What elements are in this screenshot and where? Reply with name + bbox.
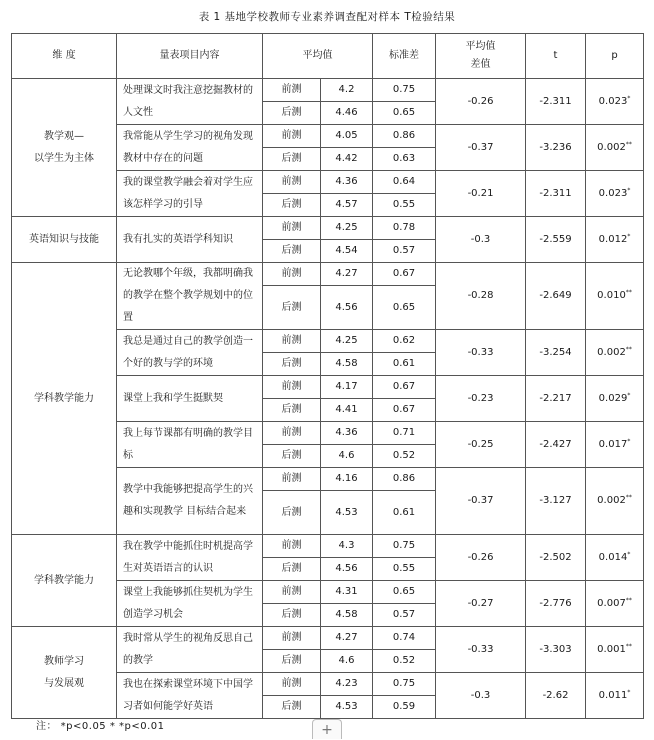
dimension-cell: 学科教学能力 [12, 535, 117, 627]
significance-mark: * [627, 437, 631, 445]
phase-pre: 前测 [263, 535, 321, 558]
phase-post: 后测 [263, 696, 321, 719]
pre-mean: 4.17 [321, 376, 373, 399]
item-text: 课堂上我和学生挺默契 [117, 376, 263, 422]
header-row [12, 34, 644, 79]
mean-diff: -0.33 [436, 330, 526, 376]
pre-mean: 4.25 [321, 217, 373, 240]
item-text: 我常能从学生学习的视角发现教材中存在的问题 [117, 125, 263, 171]
item-text: 我也在探索课堂环境下中国学习者如何能学好英语 [117, 673, 263, 719]
pre-sd: 0.71 [373, 422, 436, 445]
phase-pre: 前测 [263, 217, 321, 240]
header-mean-diff: 平均值 差值 [436, 34, 526, 79]
post-sd: 0.61 [373, 353, 436, 376]
pre-mean: 4.23 [321, 673, 373, 696]
t-value: -3.303 [526, 627, 586, 673]
phase-pre: 前测 [263, 376, 321, 399]
post-mean: 4.54 [321, 240, 373, 263]
p-number: 0.023 [598, 187, 628, 199]
phase-pre: 前测 [263, 171, 321, 194]
table-row [12, 263, 644, 286]
p-value [586, 330, 644, 376]
p-value [586, 468, 644, 535]
pre-mean: 4.27 [321, 627, 373, 650]
item-text: 我的课堂教学融会着对学生应该怎样学习的引导 [117, 171, 263, 217]
phase-post: 后测 [263, 604, 321, 627]
p-number: 0.002 [597, 141, 626, 153]
p-number: 0.010 [597, 290, 626, 301]
t-value: -2.502 [526, 535, 586, 581]
post-mean: 4.6 [321, 445, 373, 468]
mean-diff: -0.37 [436, 125, 526, 171]
table-row [12, 627, 644, 650]
header-item: 量表项目内容 [117, 34, 263, 79]
p-number: 0.017 [598, 438, 628, 450]
significance-mark: * [627, 186, 631, 194]
table-caption: 表 1 基地学校教师专业素养调查配对样本 T检验结果 [198, 11, 456, 23]
pre-mean: 4.16 [321, 468, 373, 491]
pre-sd: 0.86 [373, 468, 436, 491]
phase-post: 后测 [263, 650, 321, 673]
p-value [586, 79, 644, 125]
p-number: 0.023 [598, 95, 628, 107]
pre-mean: 4.27 [321, 263, 373, 286]
item-text: 我在教学中能抓住时机提高学生对英语语言的认识 [117, 535, 263, 581]
mean-diff: -0.25 [436, 422, 526, 468]
post-sd: 0.67 [373, 399, 436, 422]
pre-mean: 4.36 [321, 171, 373, 194]
mean-diff: -0.3 [436, 673, 526, 719]
dimension-cell: 教师学习 与发展观 [12, 627, 117, 719]
post-mean: 4.46 [321, 102, 373, 125]
significance-mark: * [627, 94, 631, 102]
post-sd: 0.65 [373, 102, 436, 125]
pre-mean: 4.36 [321, 422, 373, 445]
post-sd: 0.57 [373, 240, 436, 263]
phase-pre: 前测 [263, 263, 321, 286]
significance-mark: ** [625, 140, 632, 148]
mean-diff: -0.37 [436, 468, 526, 535]
phase-post: 后测 [263, 240, 321, 263]
p-number: 0.007 [597, 597, 626, 609]
mean-diff: -0.3 [436, 217, 526, 263]
significance-note: 注： *p<0.05 * *p<0.01 [36, 721, 165, 732]
pre-mean: 4.25 [321, 330, 373, 353]
post-sd: 0.55 [373, 558, 436, 581]
post-sd: 0.52 [373, 445, 436, 468]
t-value: -3.127 [526, 468, 586, 535]
phase-pre: 前测 [263, 627, 321, 650]
phase-pre: 前测 [263, 468, 321, 491]
header-p: p [586, 34, 644, 79]
phase-post: 后测 [263, 148, 321, 171]
phase-post: 后测 [263, 491, 321, 535]
post-mean: 4.41 [321, 399, 373, 422]
significance-mark: * [627, 550, 631, 558]
post-mean: 4.58 [321, 604, 373, 627]
p-number: 0.029 [598, 392, 628, 404]
t-value: -2.311 [526, 79, 586, 125]
item-text: 我有扎实的英语学科知识 [117, 217, 263, 263]
pre-sd: 0.78 [373, 217, 436, 240]
table-row [12, 79, 644, 102]
item-text: 处理课文时我注意挖掘教材的人文性 [117, 79, 263, 125]
p-number: 0.011 [598, 689, 628, 701]
mean-diff: -0.23 [436, 376, 526, 422]
post-mean: 4.53 [321, 696, 373, 719]
plus-icon[interactable]: + [312, 719, 342, 739]
phase-pre: 前测 [263, 330, 321, 353]
phase-pre: 前测 [263, 79, 321, 102]
mean-diff: -0.28 [436, 263, 526, 330]
pre-sd: 0.75 [373, 79, 436, 102]
t-value: -2.559 [526, 217, 586, 263]
pre-sd: 0.86 [373, 125, 436, 148]
pre-sd: 0.75 [373, 535, 436, 558]
mean-diff: -0.26 [436, 535, 526, 581]
post-sd: 0.59 [373, 696, 436, 719]
item-text: 无论教哪个年级，我都明确我的教学在整个教学规划中的位置 [117, 263, 263, 330]
header-t: t [526, 34, 586, 79]
table-body [12, 79, 644, 719]
phase-post: 后测 [263, 558, 321, 581]
significance-mark: * [627, 391, 631, 399]
pre-mean: 4.2 [321, 79, 373, 102]
pre-sd: 0.62 [373, 330, 436, 353]
phase-post: 后测 [263, 102, 321, 125]
header-dimension: 维 度 [12, 34, 117, 79]
pre-sd: 0.64 [373, 171, 436, 194]
paired-t-test-table [11, 33, 644, 719]
t-value: -2.311 [526, 171, 586, 217]
mean-diff: -0.26 [436, 79, 526, 125]
mean-diff: -0.27 [436, 581, 526, 627]
pre-mean: 4.05 [321, 125, 373, 148]
post-sd: 0.65 [373, 286, 436, 330]
pre-sd: 0.67 [373, 376, 436, 399]
item-text: 课堂上我能够抓住契机为学生创造学习机会 [117, 581, 263, 627]
phase-pre: 前测 [263, 673, 321, 696]
phase-pre: 前测 [263, 125, 321, 148]
header-sd: 标准差 [373, 34, 436, 79]
t-value: -3.236 [526, 125, 586, 171]
p-value [586, 125, 644, 171]
post-mean: 4.58 [321, 353, 373, 376]
post-sd: 0.61 [373, 491, 436, 535]
post-sd: 0.57 [373, 604, 436, 627]
header-mean: 平均值 [263, 34, 373, 79]
phase-pre: 前测 [263, 422, 321, 445]
p-value [586, 673, 644, 719]
item-text: 我总是通过自己的教学创造一个好的教与学的环境 [117, 330, 263, 376]
pre-sd: 0.65 [373, 581, 436, 604]
t-value: -2.427 [526, 422, 586, 468]
post-sd: 0.52 [373, 650, 436, 673]
p-number: 0.001 [597, 643, 626, 655]
pre-mean: 4.31 [321, 581, 373, 604]
t-value: -3.254 [526, 330, 586, 376]
t-value: -2.62 [526, 673, 586, 719]
table-row [12, 535, 644, 558]
pre-sd: 0.75 [373, 673, 436, 696]
significance-mark: ** [625, 345, 632, 353]
p-number: 0.014 [598, 551, 628, 563]
significance-mark: ** [625, 596, 632, 604]
t-value: -2.776 [526, 581, 586, 627]
p-value [586, 422, 644, 468]
mean-diff: -0.21 [436, 171, 526, 217]
t-value: -2.217 [526, 376, 586, 422]
item-text: 教学中我能够把提高学生的兴趣和实现教学 目标结合起来 [117, 468, 263, 535]
pre-sd: 0.67 [373, 263, 436, 286]
pre-mean: 4.3 [321, 535, 373, 558]
dimension-cell: 英语知识与技能 [12, 217, 117, 263]
p-value [586, 627, 644, 673]
post-mean: 4.53 [321, 491, 373, 535]
phase-pre: 前测 [263, 581, 321, 604]
post-mean: 4.6 [321, 650, 373, 673]
significance-mark: ** [625, 289, 632, 296]
dimension-cell: 教学观— 以学生为主体 [12, 79, 117, 217]
p-number: 0.002 [597, 346, 626, 358]
phase-post: 后测 [263, 445, 321, 468]
significance-mark: ** [625, 642, 632, 650]
p-value [586, 171, 644, 217]
significance-mark: ** [625, 494, 632, 501]
p-value [586, 376, 644, 422]
t-value: -2.649 [526, 263, 586, 330]
post-mean: 4.42 [321, 148, 373, 171]
pre-sd: 0.74 [373, 627, 436, 650]
p-value [586, 581, 644, 627]
post-mean: 4.56 [321, 286, 373, 330]
mean-diff: -0.33 [436, 627, 526, 673]
p-number: 0.012 [598, 233, 628, 245]
post-mean: 4.57 [321, 194, 373, 217]
item-text: 我上每节课都有明确的教学目标 [117, 422, 263, 468]
phase-post: 后测 [263, 353, 321, 376]
table-row [12, 217, 644, 240]
significance-mark: * [627, 688, 631, 696]
phase-post: 后测 [263, 286, 321, 330]
post-sd: 0.55 [373, 194, 436, 217]
item-text: 我时常从学生的视角反思自己的教学 [117, 627, 263, 673]
phase-post: 后测 [263, 399, 321, 422]
post-sd: 0.63 [373, 148, 436, 171]
p-value [586, 535, 644, 581]
phase-post: 后测 [263, 194, 321, 217]
p-value [586, 217, 644, 263]
dimension-cell: 学科教学能力 [12, 263, 117, 535]
p-value [586, 263, 644, 330]
significance-mark: * [627, 232, 631, 240]
post-mean: 4.56 [321, 558, 373, 581]
p-number: 0.002 [597, 495, 626, 506]
